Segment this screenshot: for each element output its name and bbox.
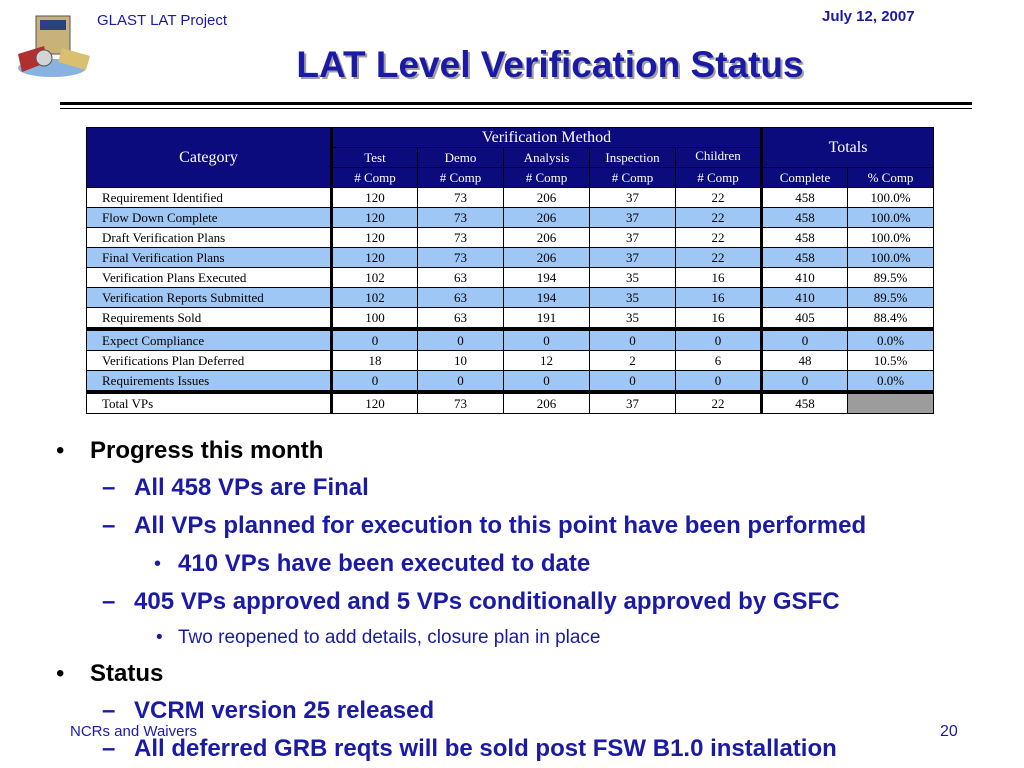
row-category: Draft Verification Plans <box>87 228 332 248</box>
bullet-item: • Progress this month <box>56 432 866 469</box>
bullet-item: • Status <box>56 655 866 692</box>
row-value: 89.5% <box>848 288 934 308</box>
table-row <box>87 308 934 330</box>
row-value: 0 <box>676 329 762 351</box>
subheader-demo: # Comp <box>418 168 504 188</box>
subheader-inspection: # Comp <box>590 168 676 188</box>
row-value: 63 <box>418 268 504 288</box>
verification-status-table <box>86 127 934 414</box>
row-value: 458 <box>762 188 848 208</box>
row-value: 0.0% <box>848 371 934 393</box>
row-value: 22 <box>676 208 762 228</box>
table-row <box>87 351 934 371</box>
row-value: 410 <box>762 288 848 308</box>
row-category: Verification Plans Executed <box>87 268 332 288</box>
subheader-test: # Comp <box>332 168 418 188</box>
row-value: 6 <box>676 351 762 371</box>
row-value: 0 <box>762 371 848 393</box>
row-value: 73 <box>418 208 504 228</box>
row-value: 100.0% <box>848 208 934 228</box>
row-value: 35 <box>590 268 676 288</box>
row-value: 73 <box>418 248 504 268</box>
row-value: 37 <box>590 392 676 414</box>
row-value: 2 <box>590 351 676 371</box>
row-value: 12 <box>504 351 590 371</box>
row-value: 100.0% <box>848 228 934 248</box>
row-value: 0 <box>418 329 504 351</box>
slide-date: July 12, 2007 <box>822 8 915 25</box>
row-value: 35 <box>590 308 676 330</box>
row-value: 22 <box>676 248 762 268</box>
table-row <box>87 208 934 228</box>
row-value: 63 <box>418 308 504 330</box>
table-body <box>87 188 934 414</box>
row-value: 10.5% <box>848 351 934 371</box>
bullet-item: – 405 VPs approved and 5 VPs conditionally approved by GSFC <box>56 583 866 621</box>
row-category: Requirements Issues <box>87 371 332 393</box>
row-category: Requirements Sold <box>87 308 332 330</box>
method-header-test: Test <box>332 148 418 168</box>
row-value: 22 <box>676 228 762 248</box>
row-value: 102 <box>332 268 418 288</box>
row-value: 120 <box>332 392 418 414</box>
bullet-item: – All VPs planned for execution to this point have been performed <box>56 507 866 545</box>
row-value: 100 <box>332 308 418 330</box>
row-value <box>848 392 934 414</box>
row-value: 16 <box>676 288 762 308</box>
row-category: Requirement Identified <box>87 188 332 208</box>
row-category: Total VPs <box>87 392 332 414</box>
row-value: 22 <box>676 392 762 414</box>
row-value: 0 <box>504 371 590 393</box>
table-row <box>87 248 934 268</box>
row-category: Verifications Plan Deferred <box>87 351 332 371</box>
bullet-list <box>56 432 866 768</box>
row-value: 35 <box>590 288 676 308</box>
project-name: GLAST LAT Project <box>97 12 228 29</box>
row-value: 206 <box>504 248 590 268</box>
row-value: 18 <box>332 351 418 371</box>
row-value: 37 <box>590 208 676 228</box>
row-value: 37 <box>590 188 676 208</box>
method-header-analysis: Analysis <box>504 148 590 168</box>
row-value: 0 <box>332 329 418 351</box>
slide-title: LAT Level Verification Status <box>296 44 804 85</box>
subheader-percent: % Comp <box>848 168 934 188</box>
row-value: 206 <box>504 188 590 208</box>
bullet-item: • 410 VPs have been executed to date <box>56 545 866 583</box>
category-header: Category <box>87 128 332 188</box>
title-rule <box>60 102 972 105</box>
row-value: 22 <box>676 188 762 208</box>
title-rule-thin <box>60 108 972 109</box>
table-row <box>87 392 934 414</box>
row-value: 458 <box>762 248 848 268</box>
bullet-item: – All deferred GRB reqts will be sold post FSW B1.0 installation <box>56 730 866 768</box>
table-row <box>87 228 934 248</box>
row-value: 405 <box>762 308 848 330</box>
table-row <box>87 329 934 351</box>
row-value: 206 <box>504 392 590 414</box>
method-header-demo: Demo <box>418 148 504 168</box>
row-value: 120 <box>332 208 418 228</box>
row-value: 89.5% <box>848 268 934 288</box>
row-value: 73 <box>418 392 504 414</box>
row-value: 191 <box>504 308 590 330</box>
method-header-inspection: Inspection <box>590 148 676 168</box>
row-value: 0 <box>504 329 590 351</box>
row-value: 458 <box>762 228 848 248</box>
bullet-item: – All 458 VPs are Final <box>56 469 866 507</box>
row-value: 0 <box>418 371 504 393</box>
row-value: 0 <box>762 329 848 351</box>
row-value: 100.0% <box>848 188 934 208</box>
row-value: 206 <box>504 208 590 228</box>
row-value: 120 <box>332 188 418 208</box>
row-value: 120 <box>332 248 418 268</box>
row-value: 88.4% <box>848 308 934 330</box>
row-value: 458 <box>762 392 848 414</box>
row-category: Flow Down Complete <box>87 208 332 228</box>
totals-header: Totals <box>762 128 934 168</box>
row-value: 0 <box>332 371 418 393</box>
bullet-item: • Two reopened to add details, closure plan in place <box>56 621 866 655</box>
subheader-complete: Complete <box>762 168 848 188</box>
table-row <box>87 188 934 208</box>
row-value: 37 <box>590 228 676 248</box>
row-value: 410 <box>762 268 848 288</box>
row-value: 206 <box>504 228 590 248</box>
row-value: 73 <box>418 228 504 248</box>
subheader-children: # Comp <box>676 168 762 188</box>
row-value: 63 <box>418 288 504 308</box>
row-value: 37 <box>590 248 676 268</box>
row-value: 0.0% <box>848 329 934 351</box>
row-value: 16 <box>676 308 762 330</box>
table-row <box>87 288 934 308</box>
table-row <box>87 371 934 393</box>
row-value: 102 <box>332 288 418 308</box>
row-category: Verification Reports Submitted <box>87 288 332 308</box>
row-value: 73 <box>418 188 504 208</box>
row-value: 16 <box>676 268 762 288</box>
row-value: 0 <box>676 371 762 393</box>
row-value: 10 <box>418 351 504 371</box>
table-row <box>87 268 934 288</box>
footer-section: NCRs and Waivers <box>70 723 197 740</box>
row-value: 48 <box>762 351 848 371</box>
row-value: 0 <box>590 371 676 393</box>
row-value: 194 <box>504 288 590 308</box>
page-number: 20 <box>940 723 958 740</box>
row-value: 0 <box>590 329 676 351</box>
row-value: 120 <box>332 228 418 248</box>
subheader-analysis: # Comp <box>504 168 590 188</box>
verification-method-header: Verification Method <box>332 128 762 148</box>
row-value: 194 <box>504 268 590 288</box>
method-header-children: Children <box>676 148 762 168</box>
row-value: 458 <box>762 208 848 228</box>
row-category: Expect Compliance <box>87 329 332 351</box>
bullet-item: – VCRM version 25 released <box>56 692 866 730</box>
row-category: Final Verification Plans <box>87 248 332 268</box>
row-value: 100.0% <box>848 248 934 268</box>
